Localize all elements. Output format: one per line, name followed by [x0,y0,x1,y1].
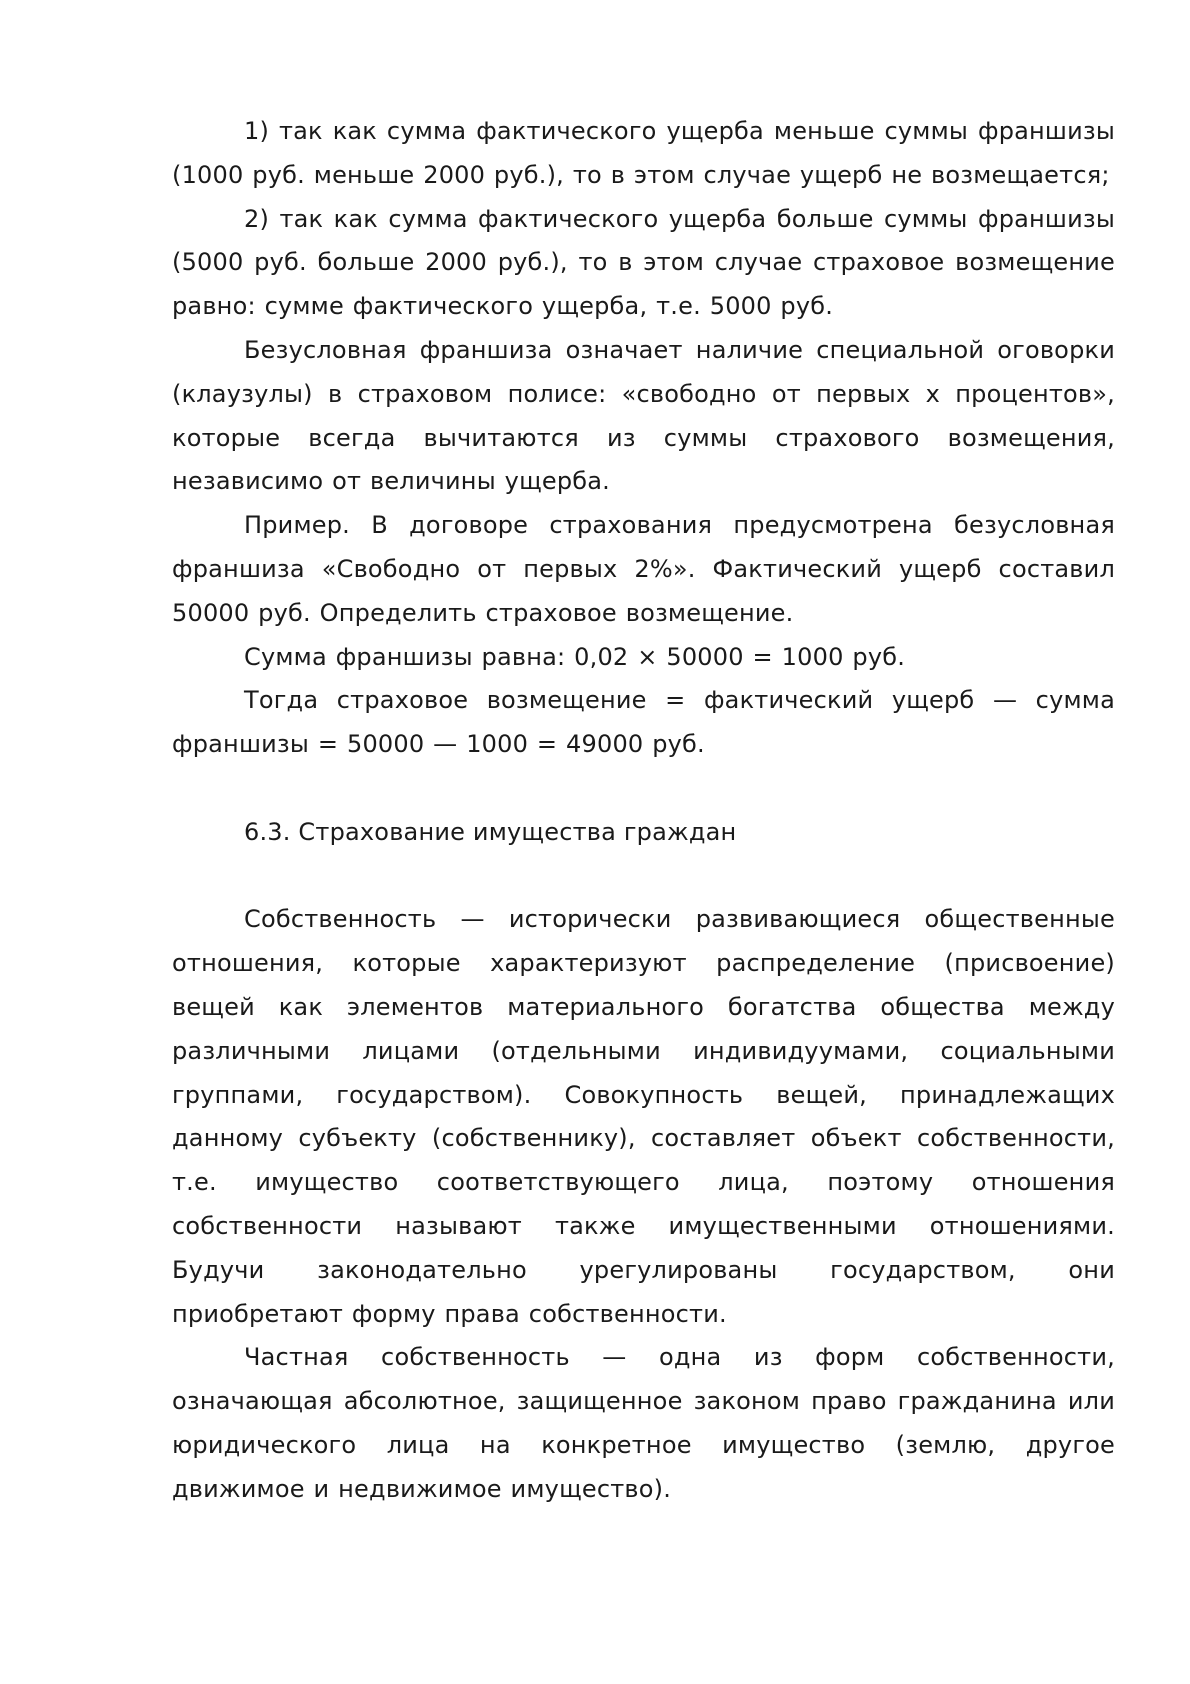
paragraph-example: Пример. В договоре страхования предусмотрена безусловная франшиза «Свободно от первых 2%». Фактический ущерб составил 50000 руб. Определить страховое возмещение. [172,511,1115,627]
paragraph-case-2: 2) так как сумма фактического ущерба больше суммы франшизы (5000 руб. больше 2000 руб.), то в этом случае страховое возмещение равно: сумме фактического ущерба, т.е. 5000 руб. [172,204,1115,321]
paragraph-private-property: Частная собственность — одна из форм собственности, означающая абсолютное, защищенное законом право гражданина или юридического лица на конкретное имущество (землю, другое движимое и недвижимое имущество). [172,1343,1115,1503]
section-heading: 6.3. Страхование имущества граждан [244,817,737,846]
paragraph-property-definition: Собственность — исторически развивающиеся общественные отношения, которые характеризуют распределение (присвоение) вещей как элементов материального богатства общества между различными лицами (отдельными индивидуумами, социальными группами, государством). Совокупность вещей, принадлежащих данному субъекту (собственнику), составляет объект собственности, т.е. имущество соответствующего лица, поэтому отношения собственности называют также имущественными отношениями. Будучи законодательно урегулированы государством, они приобретают форму права собственности. [172,905,1115,1328]
paragraph-deductible-sum: Сумма франшизы равна: 0,02 × 50000 = 1000 руб. [244,642,906,671]
document-page [172,110,1115,1512]
paragraph-unconditional-deductible: Безусловная франшиза означает наличие специальной оговорки (клаузулы) в страховом полисе: «свободно от первых х процентов», которые всегда вычитаются из суммы страхового возмещения, независимо от величины ущерба. [172,335,1115,496]
paragraph-compensation-result: Тогда страховое возмещение = фактический ущерб — сумма франшизы = 50000 — 1000 = 49000 руб. [172,686,1115,759]
paragraph-case-1: 1) так как сумма фактического ущерба меньше суммы франшизы (1000 руб. меньше 2000 руб.), то в этом случае ущерб не возмещается; [172,117,1115,189]
